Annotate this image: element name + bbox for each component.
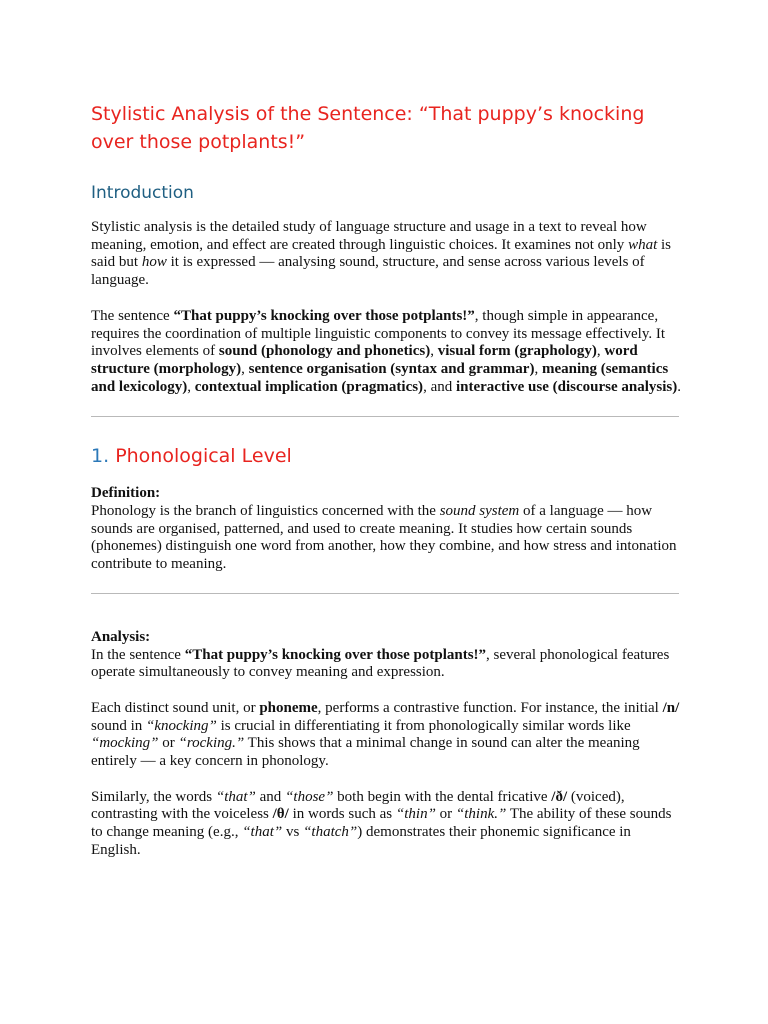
text-run: The sentence [91,307,174,324]
text-run: and [255,788,286,805]
text-run: , though simple in appearance, requires the coordination of multiple linguistic components to convey its message effectively. It involves elements of [91,307,666,360]
text-run: , [241,360,249,377]
text-run: vs [282,824,304,841]
emphasis-that: “that” [215,788,256,805]
section-number: 1. [91,445,110,468]
text-run: Phonology is the branch of linguistics concerned with the [91,503,440,520]
emphasis-thin: “thin” [395,806,436,823]
bold-discourse: interactive use (discourse analysis) [455,378,678,395]
document-title: Stylistic Analysis of the Sentence: “That puppy’s knocking over those potplants!” [91,103,645,153]
text-run: Similarly, the words [91,788,216,805]
bold-phoneme: phoneme [259,699,318,716]
text-run: or [435,806,456,823]
text-run: both begin with the dental fricative [333,788,552,805]
text-run: , performs a contrastive function. For instance, the initial [317,699,663,716]
text-run: is crucial in differentiating it from phonologically similar words like [216,717,631,734]
bold-word: word structure (morphology) [91,343,638,377]
text-run: The ability of these sounds to change meaning (e.g., [91,806,672,841]
fricative-paragraph [91,789,681,860]
text-run: This shows that a minimal change in sound can alter the meaning entirely — a key concern in phonology. [91,735,640,770]
text-run: in words such as [288,806,396,823]
bold-sound: sound (phonology and phonetics) [218,343,431,360]
emphasis-mocking: “mocking” [91,735,159,752]
emphasis-think: “think.” [455,806,507,823]
text-run: . [677,378,681,395]
analysis-paragraph [91,629,681,682]
text-run: sound in [91,717,147,734]
bold-visual: visual form (graphology) [437,343,597,360]
section-title: Phonological Level [115,445,292,468]
text-run: or [158,735,179,752]
emphasis-thatch: “thatch” [303,824,358,841]
bold-sentence: “That puppy’s knocking over those potplants!” [173,307,475,324]
definition-paragraph [91,485,681,574]
text-run: , [187,378,195,395]
text-run: Each distinct sound unit, or [91,699,260,716]
bold-theta: /θ/ [272,806,289,823]
analysis-label: Analysis: [91,628,151,645]
phoneme-paragraph [91,700,681,771]
bold-n-sound: /n/ [662,699,680,716]
text-run: Stylistic analysis is the detailed study of language structure and usage in a text to reveal how meaning, emotion, and effect are created through linguistic choices. It examines not only [91,219,647,253]
bold-syntax: sentence organisation (syntax and grammar) [248,360,535,377]
introduction-heading: Introduction [91,183,194,203]
text-run: , several phonological features operate simultaneously to convey meaning and expression. [91,646,670,681]
definition-label: Definition: [91,485,161,502]
emphasis-what: what [628,236,658,253]
section-heading-phonological [91,443,681,469]
emphasis-knocking: “knocking” [146,717,217,734]
divider [91,416,679,417]
document-page [91,100,681,860]
intro-paragraph-1 [91,219,681,290]
text-run: , [534,360,542,377]
text-run: ) demonstrates their phonemic significance in English. [91,824,631,858]
bold-pragmatics: contextual implication (pragmatics) [194,378,424,395]
bold-eth: /ð/ [551,788,568,805]
bold-sentence: “That puppy’s knocking over those potplants!” [184,646,487,663]
emphasis-how: how [141,254,167,271]
intro-paragraph-2 [91,308,681,397]
text-run: is said but [91,236,672,271]
emphasis-those: “those” [285,788,334,805]
divider [91,593,679,594]
text-run: , [596,343,605,360]
text-run: it is expressed — analysing sound, structure, and sense across various levels of language. [91,254,645,289]
emphasis-sound-system: sound system [439,503,520,520]
bold-meaning: meaning (semantics and lexicology) [91,360,669,395]
emphasis-that: “that” [242,824,283,841]
text-run: , and [423,378,456,395]
text-run: (voiced), contrasting with the voiceless [91,788,625,823]
text-run: of a language — how sounds are organised, patterned, and used to create meaning. It studies how certain sounds (phonemes) distinguish one word from another, how they combine, and how stress and intonation contribute to meaning. [91,503,677,573]
emphasis-rocking: “rocking.” [178,735,245,752]
text-run: , [430,343,438,360]
text-run: In the sentence [91,646,185,663]
